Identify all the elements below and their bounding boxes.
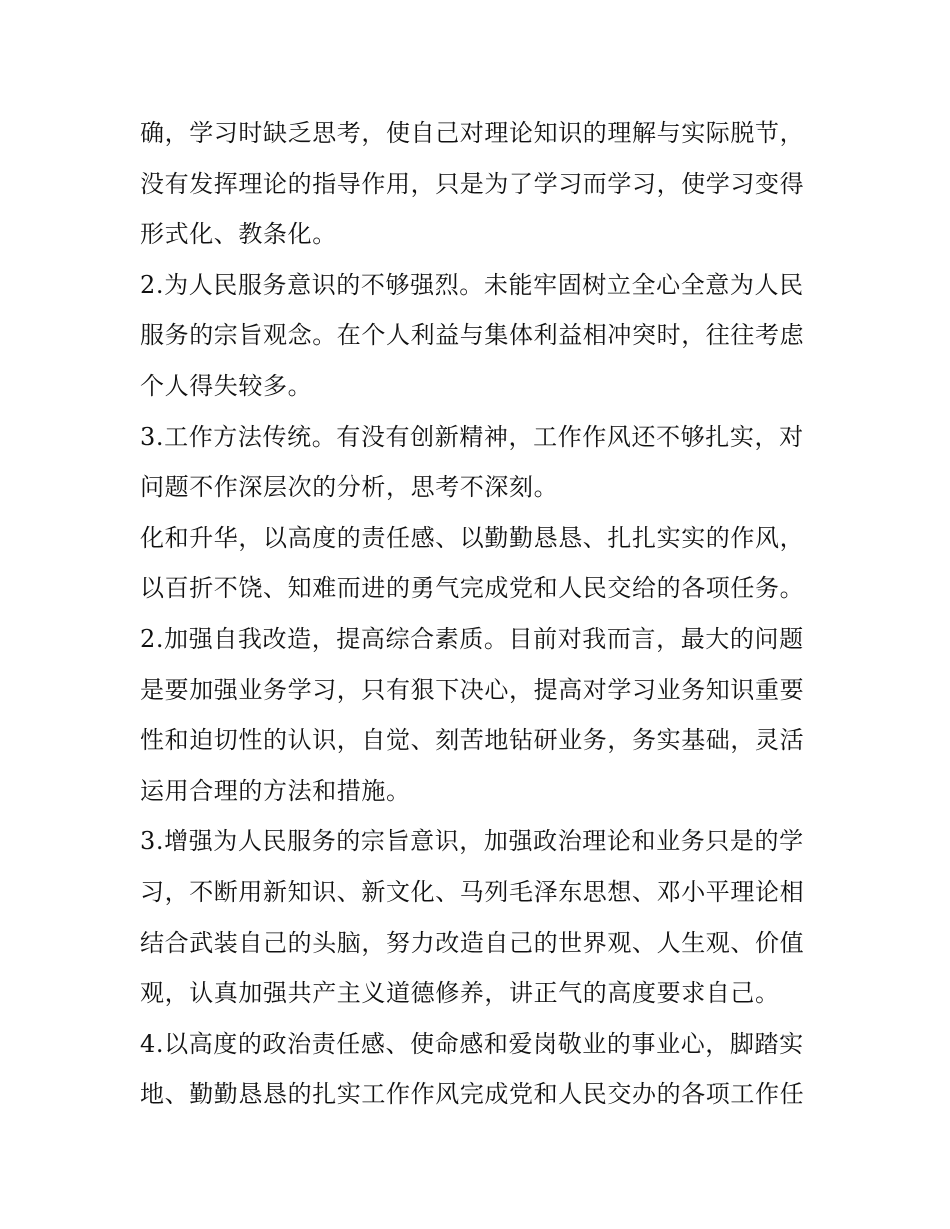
document-body bbox=[140, 108, 820, 1120]
text-line: 运用合理的方法和措施。 bbox=[140, 776, 411, 805]
text-line: 以百折不饶、知难而进的勇气完成党和人民交给的各项任务。 bbox=[140, 574, 805, 603]
text-line: 确，学习时缺乏思考，使自己对理论知识的理解与实际脱节， bbox=[140, 119, 805, 147]
text-line: 没有发挥理论的指导作用，只是为了学习而学习，使学习变得 bbox=[140, 169, 805, 198]
text-line: 服务的宗旨观念。在个人利益与集体利益相冲突时，往往考虑 bbox=[140, 321, 805, 350]
text-line: 2.加强自我改造，提高综合素质。目前对我而言，最大的问题 bbox=[140, 624, 804, 653]
text-line: 结合武装自己的头脑，努力改造自己的世界观、人生观、价值 bbox=[140, 928, 805, 957]
text-line: 性和迫切性的认识，自觉、刻苦地钻研业务，务实基础，灵活 bbox=[140, 726, 805, 755]
text-line: 习，不断用新知识、新文化、马列毛泽东思想、邓小平理论相 bbox=[140, 877, 805, 906]
text-line: 形式化、教条化。 bbox=[140, 220, 337, 249]
text-line: 观，认真加强共产主义道德修养，讲正气的高度要求自己。 bbox=[140, 979, 780, 1008]
text-line: 地、勤勤恳恳的扎实工作作风完成党和人民交办的各项工作任 bbox=[140, 1080, 805, 1109]
text-line: 3.增强为人民服务的宗旨意识，加强政治理论和业务只是的学 bbox=[140, 827, 804, 856]
text-line: 化和升华，以高度的责任感、以勤勤恳恳、扎扎实实的作风， bbox=[140, 523, 805, 552]
text-line: 是要加强业务学习，只有狠下决心，提高对学习业务知识重要 bbox=[140, 675, 805, 704]
text-line: 个人得失较多。 bbox=[140, 371, 313, 400]
text-line: 4.以高度的政治责任感、使命感和爱岗敬业的事业心，脚踏实 bbox=[140, 1029, 804, 1058]
text-line: 问题不作深层次的分析，思考不深刻。 bbox=[140, 473, 559, 502]
text-line: 2.为人民服务意识的不够强烈。未能牢固树立全心全意为人民 bbox=[140, 270, 804, 299]
text-line: 3.工作方法传统。有没有创新精神，工作作风还不够扎实，对 bbox=[140, 422, 804, 451]
